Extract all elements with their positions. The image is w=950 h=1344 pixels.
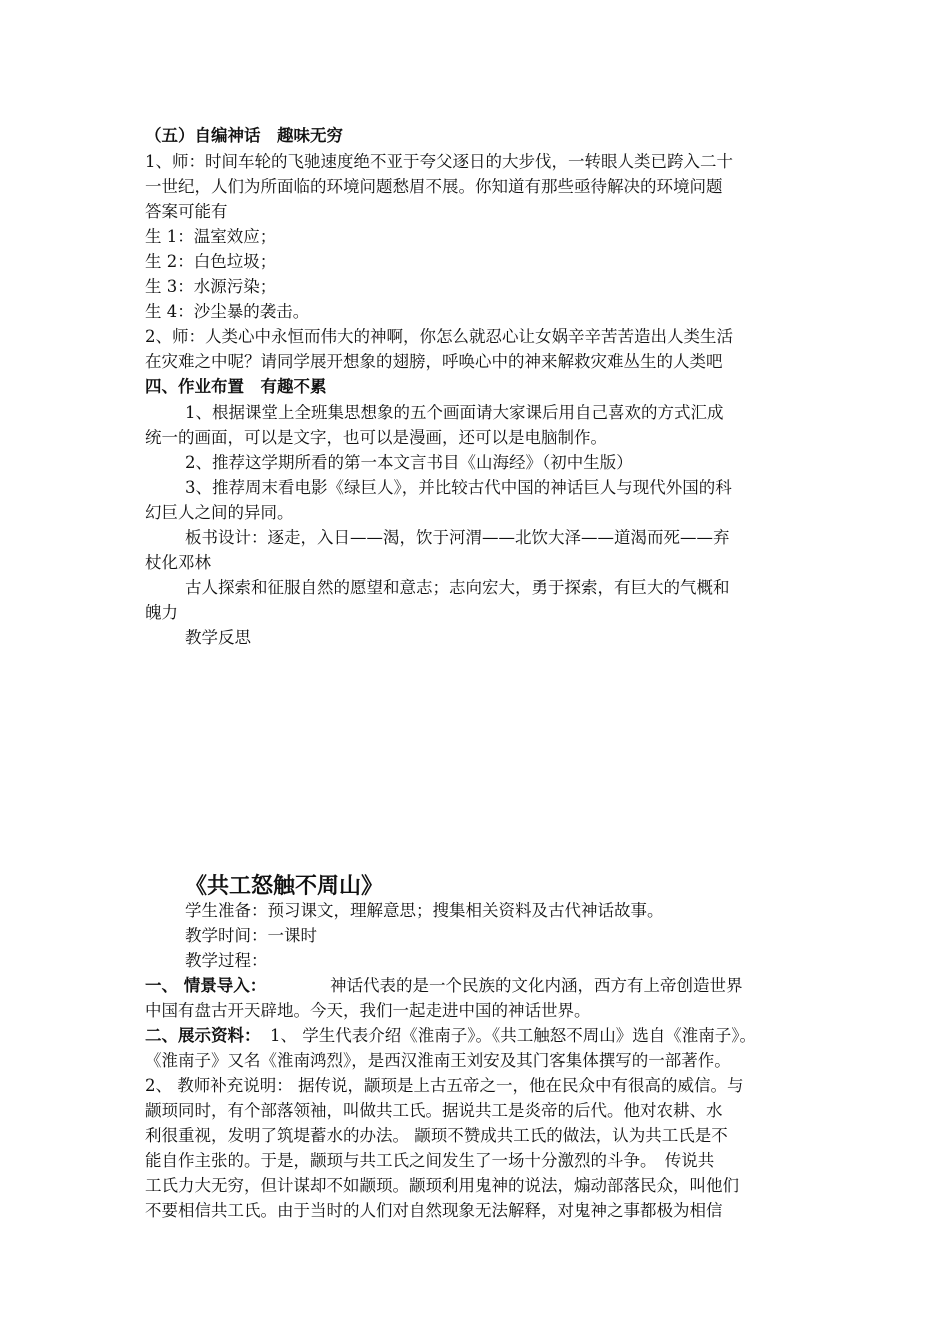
student-preparation: 学生准备：预习课文，理解意思；搜集相关资料及古代神话故事。	[185, 901, 664, 920]
lesson-title: 《共工怒触不周山》	[185, 873, 384, 899]
student-answer: 生 4：沙尘暴的袭击。	[145, 302, 310, 321]
paragraph-line: 1、 学生代表介绍《淮南子》。《共工触怒不周山》选自《淮南子》。	[270, 1026, 756, 1045]
board-design-cont: 杖化邓林	[145, 553, 211, 572]
paragraph-line: 神话代表的是一个民族的文化内涵，西方有上帝创造世界	[330, 976, 743, 995]
step-heading-intro: 一、 情景导入：	[145, 976, 267, 995]
paragraph-line: 一世纪，人们为所面临的环境问题愁眉不展。你知道有那些亟待解决的环境问题	[145, 177, 723, 196]
paragraph-line: 工氏力大无穷，但计谋却不如颛顼。颛顼利用鬼神的说法，煽动部落民众，叫他们	[145, 1176, 739, 1195]
paragraph-line: 《淮南子》又名《淮南鸿烈》，是西汉淮南王刘安及其门客集体撰写的一部著作。	[145, 1051, 731, 1070]
paragraph-line: 2、 教师补充说明： 据传说，颛顼是上古五帝之一，他在民众中有很高的威信。与	[145, 1076, 744, 1095]
teaching-process: 教学过程：	[185, 951, 268, 970]
paragraph-line: 利很重视，发明了筑堤蓄水的办法。 颛顼不赞成共工氏的做法，认为共工氏是不	[145, 1126, 728, 1145]
student-answer: 生 2：白色垃圾；	[145, 252, 277, 271]
paragraph-line: 2、师：人类心中永恒而伟大的神啊，你怎么就忍心让女娲辛辛苦苦造出人类生活	[145, 327, 733, 346]
paragraph-line: 中国有盘古开天辟地。今天，我们一起走进中国的神话世界。	[145, 1001, 591, 1020]
paragraph-line: 答案可能有	[145, 202, 228, 221]
step-heading-materials: 二、展示资料：	[145, 1026, 261, 1045]
homework-item: 1、根据课堂上全班集思想象的五个画面请大家课后用自己喜欢的方式汇成	[185, 403, 724, 422]
teaching-time: 教学时间：一课时	[185, 926, 317, 945]
homework-item: 3、推荐周末看电影《绿巨人》，并比较古代中国的神话巨人与现代外国的科	[185, 478, 732, 497]
theme-summary-cont: 魄力	[145, 603, 178, 622]
paragraph-line: 能自作主张的。于是，颛顼与共工氏之间发生了一场十分激烈的斗争。 传说共	[145, 1151, 715, 1170]
student-answer: 生 1：温室效应；	[145, 227, 277, 246]
paragraph-line: 1、师：时间车轮的飞驰速度绝不亚于夸父逐日的大步伐，一转眼人类已跨入二十	[145, 152, 733, 171]
homework-item-cont: 统一的画面，可以是文字，也可以是漫画，还可以是电脑制作。	[145, 428, 607, 447]
teaching-reflection: 教学反思	[185, 628, 251, 647]
paragraph-line: 不要相信共工氏。由于当时的人们对自然现象无法解释，对鬼神之事都极为相信	[145, 1201, 723, 1220]
section-heading-homework: 四、作业布置 有趣不累	[145, 377, 327, 396]
homework-item-cont: 幻巨人之间的异同。	[145, 503, 294, 522]
paragraph-line: 颛顼同时，有个部落领袖，叫做共工氏。据说共工是炎帝的后代。他对农耕、水	[145, 1101, 723, 1120]
theme-summary: 古人探索和征服自然的愿望和意志；志向宏大，勇于探索，有巨大的气概和	[185, 578, 730, 597]
board-design: 板书设计：逐走，入日——渴，饮于河渭——北饮大泽——道渴而死——弃	[185, 528, 730, 547]
homework-item: 2、推荐这学期所看的第一本文言书目《山海经》（初中生版）	[185, 453, 633, 472]
section-heading-self-made-myth: （五）自编神话 趣味无穷	[145, 126, 343, 145]
paragraph-line: 在灾难之中呢？请同学展开想象的翅膀，呼唤心中的神来解救灾难丛生的人类吧	[145, 352, 723, 371]
student-answer: 生 3：水源污染；	[145, 277, 277, 296]
